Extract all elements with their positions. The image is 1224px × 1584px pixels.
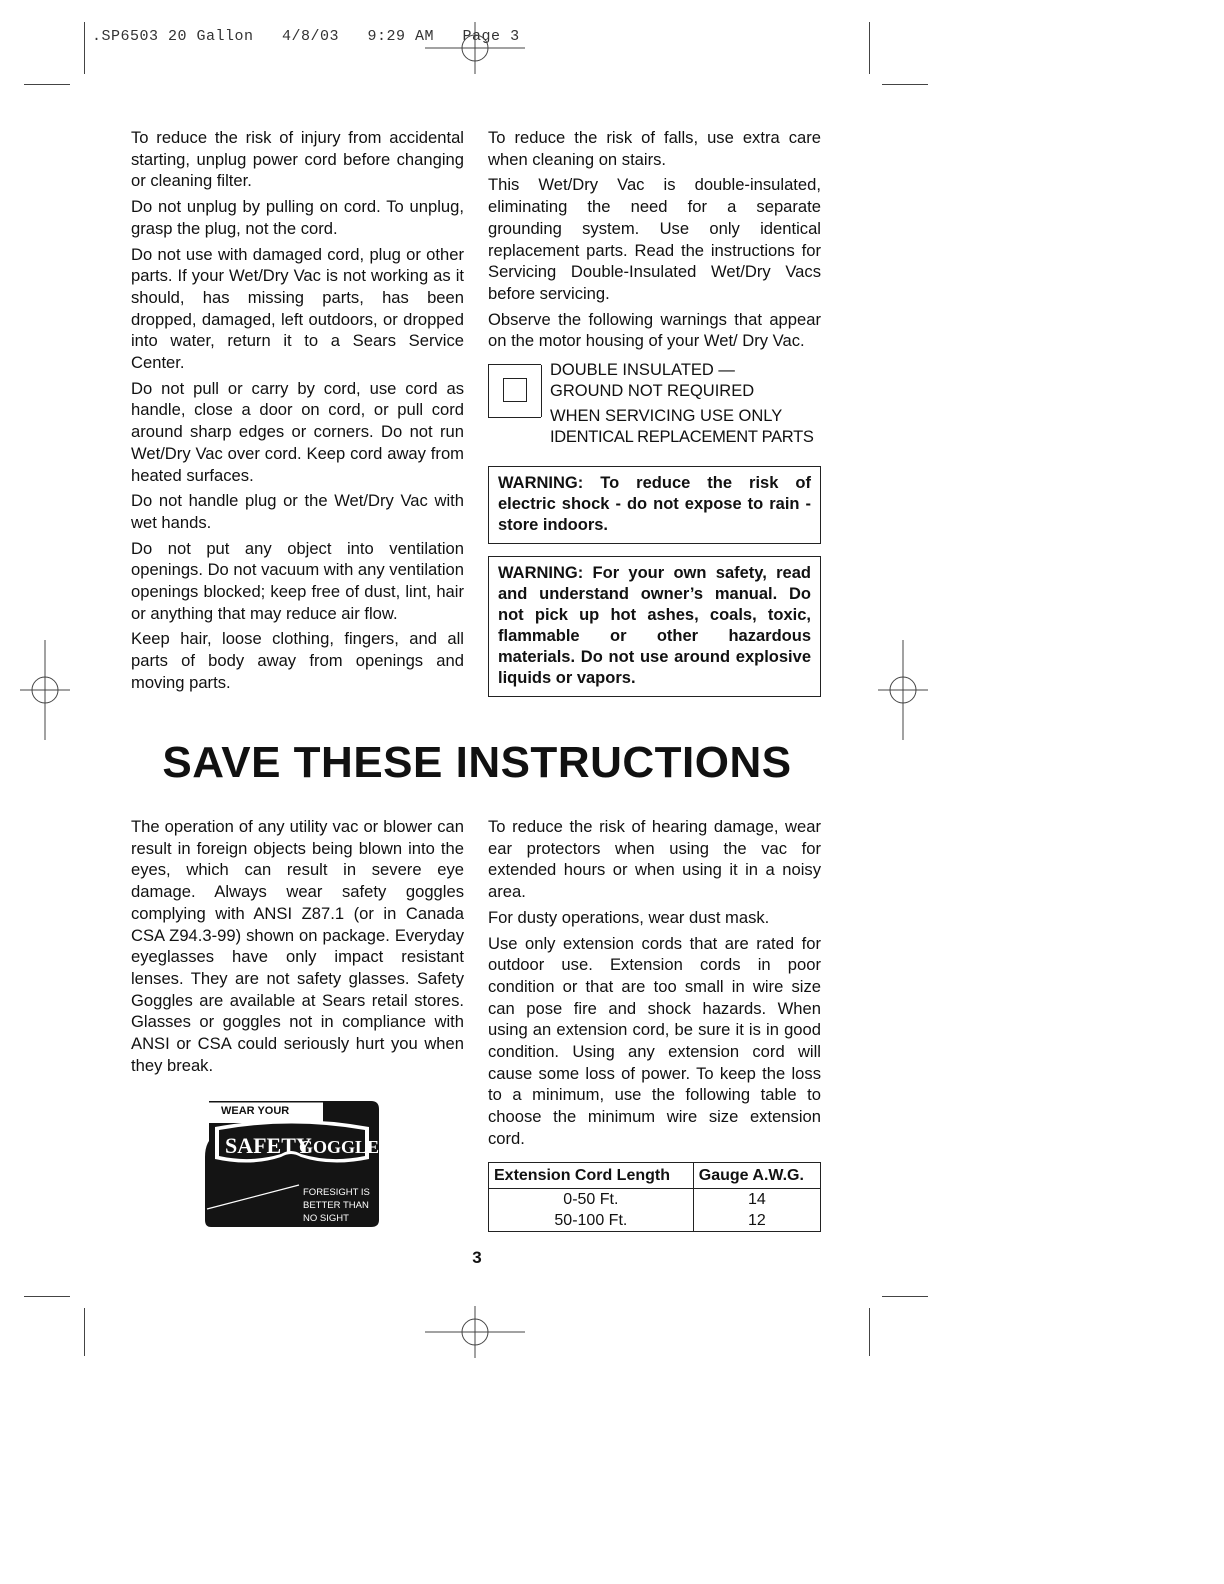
badge-foot-line: FORESIGHT IS [303, 1187, 370, 1198]
save-instructions-heading: SAVE THESE INSTRUCTIONS [162, 738, 792, 787]
registration-mark-right [878, 640, 928, 740]
badge-foot-line: BETTER THAN [303, 1200, 369, 1211]
table-cell: 0-50 Ft. [489, 1189, 694, 1211]
table-header: Gauge A.W.G. [693, 1162, 820, 1189]
paragraph: Do not pull or carry by cord, use cord as handle, close a door on cord, or pull cord around sharp edges or corners. Do not run Wet/Dry Vac over cord. Keep cord away from heated surfaces. [131, 378, 464, 485]
paragraph: Do not handle plug or the Wet/Dry Vac with wet hands. [131, 491, 464, 532]
registration-mark-bottom [425, 1306, 525, 1358]
warning-box-shock: WARNING: To reduce the risk of electric shock - do not expose to rain - store indoors. [488, 466, 821, 544]
badge-foot-line: NO SIGHT [303, 1213, 349, 1224]
table-cell: 50-100 Ft. [489, 1210, 694, 1232]
paragraph: Keep hair, loose clothing, fingers, and all parts of body away from openings and moving parts. [131, 629, 464, 692]
paragraph: To reduce the risk of hearing damage, wear ear protectors when using the vac for extended hours or when using it in a noisy area. [488, 817, 821, 902]
paragraph: To reduce the risk of falls, use extra care when cleaning on stairs. [488, 128, 821, 169]
warning-box-manual: WARNING: For your own safety, read and understand owner’s manual. Do not pick up hot ashes, coals, toxic, flammable or other hazardous materials. Do not use around explosive liquids or vapors. [488, 556, 821, 697]
table-row [489, 1189, 821, 1211]
registration-mark-top [425, 22, 525, 74]
table-cell: 14 [693, 1189, 820, 1211]
double-insulated-line: WHEN SERVICING USE ONLY [550, 407, 783, 426]
paragraph: Do not unplug by pulling on cord. To unplug, grasp the plug, not the cord. [131, 197, 464, 238]
paragraph: Observe the following warnings that appear on the motor housing of your Wet/ Dry Vac. [488, 309, 821, 351]
table-row [489, 1210, 821, 1232]
eye-protection-text [131, 816, 464, 1080]
paragraph: For dusty operations, wear dust mask. [488, 907, 770, 927]
badge-safety-text: SAFETY [225, 1133, 312, 1158]
paragraph: Use only extension cords that are rated for outdoor use. Extension cords in poor condition or that are too small in wire size can pose fire and shock hazards. When using an extension cord, be sure it is in good condition. Using any extension cord will cause some loss of power. To keep the loss to a minimum, use the following table to choose the minimum wire size extension cord. [488, 933, 821, 1148]
extension-cord-table [488, 1162, 821, 1233]
double-insulated-line: IDENTICAL REPLACEMENT PARTS [550, 428, 814, 447]
page-number: 3 [472, 1248, 482, 1267]
double-insulated-notice [488, 360, 821, 452]
extension-cord-text [488, 816, 821, 1232]
print-slug: .SP6503 20 Gallon 4/8/03 9:29 AM Page 3 [92, 28, 520, 45]
badge-top-text: WEAR YOUR [221, 1105, 290, 1117]
paragraph: Do not use with damaged cord, plug or other parts. If your Wet/Dry Vac is not working as it should, has missing parts, has been dropped, damaged, left outdoors, or dropped into water, return it to a Sears Service Center. [131, 244, 464, 373]
table-header: Extension Cord Length [489, 1162, 694, 1189]
double-insulated-symbol-icon [488, 364, 541, 418]
registration-mark-left [20, 640, 70, 740]
paragraph: Do not put any object into ventilation openings. Do not vacuum with any ventilation openings blocked; keep free of dust, lint, hair or anything that may reduce air flow. [131, 538, 464, 623]
safety-goggles-badge [203, 1097, 390, 1228]
paragraph: The operation of any utility vac or blower can result in foreign objects being blown into the eyes, which can result in severe eye damage. Always wear safety goggles complying with ANSI Z87.1 (or in Canada CSA Z94.3-99) shown on package. Everyday eyeglasses have only impact resistant lenses. They are not safety glasses. Safety Goggles are available at Sears retail stores. Glasses or goggles not in compliance with ANSI or CSA could seriously hurt you when they break. [131, 817, 464, 1075]
double-insulated-line: GROUND NOT REQUIRED [550, 382, 755, 401]
paragraph: This Wet/Dry Vac is double-insulated, eliminating the need for a separate grounding system. Use only identical replacement parts. Read the instructions for Servicing Double-Insulated Wet/Dry Vacs before servicing. [488, 175, 821, 303]
safety-rules-right-column [488, 127, 821, 697]
table-cell: 12 [693, 1210, 820, 1232]
badge-goggles-text: GOGGLES [299, 1137, 390, 1157]
safety-rules-left-column [131, 127, 464, 698]
table-header-row [489, 1162, 821, 1189]
paragraph: To reduce the risk of injury from accidental starting, unplug power cord before changing or cleaning filter. [131, 128, 464, 191]
double-insulated-line: DOUBLE INSULATED — [550, 361, 735, 380]
